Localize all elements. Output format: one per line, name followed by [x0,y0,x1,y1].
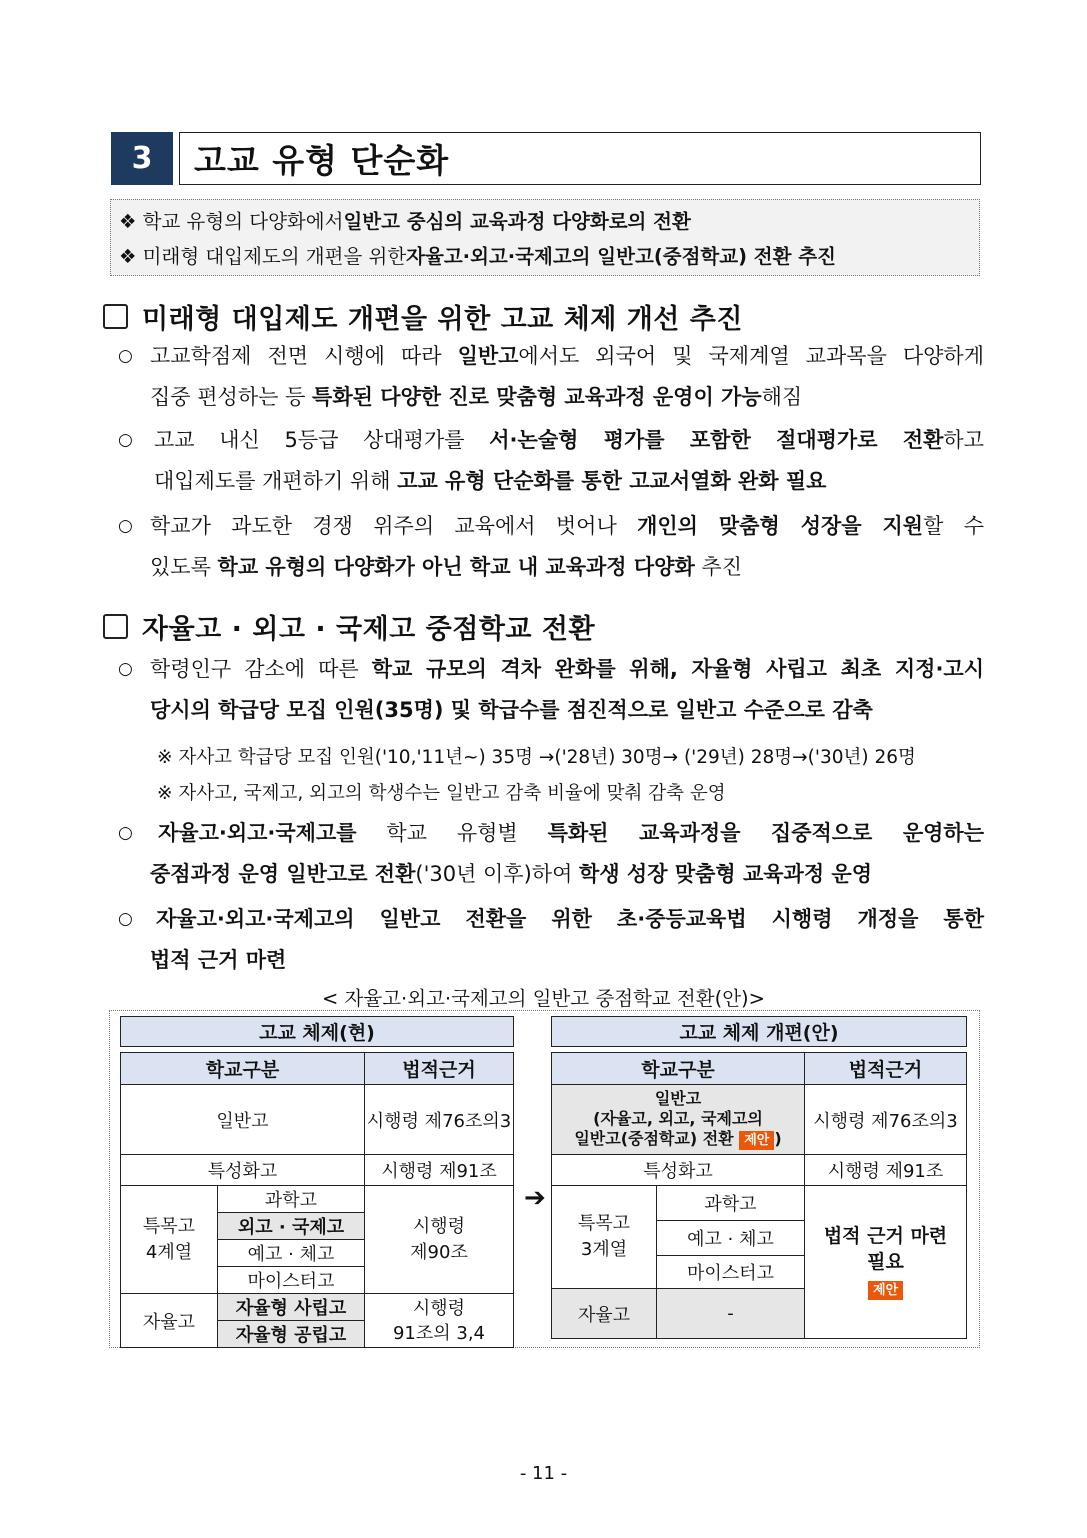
cell-arts: 예고 · 체고 [218,1240,365,1267]
right-table-title: 고교 체제 개편(안) [552,1017,967,1047]
cell-meister: 마이스터고 [657,1256,805,1289]
cell-general-basis: 시행령 제76조의3 [365,1085,514,1155]
heading-text: 자율고 · 외고 · 국제고 중점학교 전환 [142,613,596,645]
right-title-table [551,1016,967,1047]
summary-line-2 [119,238,836,272]
cell-special-basis: 시행령 제91조 [805,1155,967,1186]
arrow-right-icon: ➔ [524,1183,546,1213]
col-header-basis: 법적근거 [805,1053,967,1085]
cell-tokmok: 특목고 3계열 [552,1186,657,1289]
cell-tokmok: 특목고 4계열 [121,1186,218,1294]
cell-private: 자율형 사립고 [218,1294,365,1321]
cell-foreign: 외고 · 국제고 [218,1213,365,1240]
cell-autonomous: 자율고 [121,1294,218,1348]
proposal-tag: 제안 [868,1281,903,1300]
left-title-table [120,1016,514,1047]
circle-bullet-icon: ○ [118,430,133,450]
bullet-item [118,506,984,588]
cell-arts: 예고 · 체고 [657,1221,805,1256]
section-header [111,132,981,185]
bullet-line: 고교 내신 5등급 상대평가를 서·논술형 평가를 포함한 절대평가로 전환하고 [154,428,984,452]
cell-public: 자율형 공립고 [218,1321,365,1348]
circle-bullet-icon: ○ [118,346,133,366]
summary-line-1 [119,203,691,237]
cell-general: 일반고 [121,1085,365,1155]
circle-bullet-icon: ○ [118,823,133,843]
cell-special: 특성화고 [552,1155,805,1186]
summary-text: ❖ 미래형 대입제도의 개편을 위한 [119,245,407,268]
circle-bullet-icon: ○ [118,659,133,679]
bullet-item [118,420,984,502]
right-table [551,1052,967,1339]
cell-special-basis: 시행령 제91조 [365,1155,514,1186]
cell-science: 과학고 [218,1186,365,1213]
bullet-line: 학령인구 감소에 따른 학교 규모의 격차 완화를 위해, 자율형 사립고 최초 지정·고시 [150,657,984,681]
cell-basis-new: 법적 근거 마련 필요 제안 [805,1186,967,1339]
bullet-item [118,649,984,731]
cell-tokmok-basis: 시행령 제90조 [365,1186,514,1294]
bullet-line: 대입제도를 개편하기 위해 고교 유형 단순화를 통한 고교서열화 완화 필요 [154,469,827,493]
bullet-line: 집중 편성하는 등 특화된 다양한 진로 맞춤형 교육과정 운영이 가능해짐 [150,385,803,409]
table-caption: < 자율고·외고·국제고의 일반고 중점학교 전환(안)> [322,987,765,1010]
bullet-item [118,899,984,981]
cell-special: 특성화고 [121,1155,365,1186]
bullet-line: 자율고·외고·국제고의 일반고 전환을 위한 초·중등교육법 시행령 개정을 통한 [156,907,984,931]
summary-bold: 자율고·외고·국제고의 일반고(중점학교) 전환 추진 [406,245,836,268]
heading-text: 미래형 대입제도 개편을 위한 고교 체제 개선 추진 [142,303,743,335]
bullet-line: 자율고·외고·국제고를 학교 유형별 특화된 교육과정을 집중적으로 운영하는 [158,821,984,845]
bullet-item [118,813,984,895]
section-title: 고교 유형 단순화 [179,132,981,185]
circle-bullet-icon: ○ [118,909,133,929]
note-1: ※ 자사고 학급당 모집 인원('10,'11년~) 35명 →('28년) 30명→ ('29년) 28명→('30년) 26명 [157,747,916,768]
box-heading-2 [103,605,595,647]
proposal-tag: 제안 [739,1131,774,1150]
bullet-line: 중점과정 운영 일반고로 전환('30년 이후)하여 학생 성장 맞춤형 교육과정 운영 [150,862,873,886]
note-2: ※ 자사고, 국제고, 외고의 학생수는 일반고 감축 비율에 맞춰 감축 운영 [157,783,726,804]
summary-box [110,199,980,276]
cell-general-new: 일반고 (자율고, 외고, 국제고의 일반고(중점학교) 전환 제안 ) [552,1085,805,1155]
cell-meister: 마이스터고 [218,1267,365,1294]
cell-auto-basis: 시행령 91조의 3,4 [365,1294,514,1348]
bullet-line: 있도록 학교 유형의 다양화가 아닌 학교 내 교육과정 다양화 추진 [150,555,742,579]
cell-science: 과학고 [657,1186,805,1221]
bullet-line: 법적 근거 마련 [150,948,287,972]
col-header-school: 학교구분 [552,1053,805,1085]
box-heading-1 [103,296,743,336]
left-table [120,1052,514,1348]
col-header-basis: 법적근거 [365,1053,514,1085]
bullet-line: 고교학점제 전면 시행에 따라 일반고에서도 외국어 및 국제계열 교과목을 다양하게 [150,344,985,368]
bullet-item [118,336,984,418]
summary-text: ❖ 학교 유형의 다양화에서 [119,210,344,233]
checkbox-square-icon [103,614,128,639]
summary-bold: 일반고 중심의 교육과정 다양화로의 전환 [343,210,691,233]
circle-bullet-icon: ○ [118,516,133,536]
bullet-line: 당시의 학급당 모집 인원(35명) 및 학급수를 점진적으로 일반고 수준으로 감축 [150,698,873,722]
left-table-title: 고교 체제(현) [121,1017,514,1047]
cell-autonomous: 자율고 [552,1289,657,1339]
col-header-school: 학교구분 [121,1053,365,1085]
bullet-line: 학교가 과도한 경쟁 위주의 교육에서 벗어나 개인의 맞춤형 성장을 지원할 수 [150,514,984,538]
page-number: - 11 - [519,1463,568,1484]
cell-general-basis: 시행령 제76조의3 [805,1085,967,1155]
cell-auto-basis: - [657,1289,805,1339]
section-number: 3 [111,132,173,185]
checkbox-square-icon [103,304,128,329]
